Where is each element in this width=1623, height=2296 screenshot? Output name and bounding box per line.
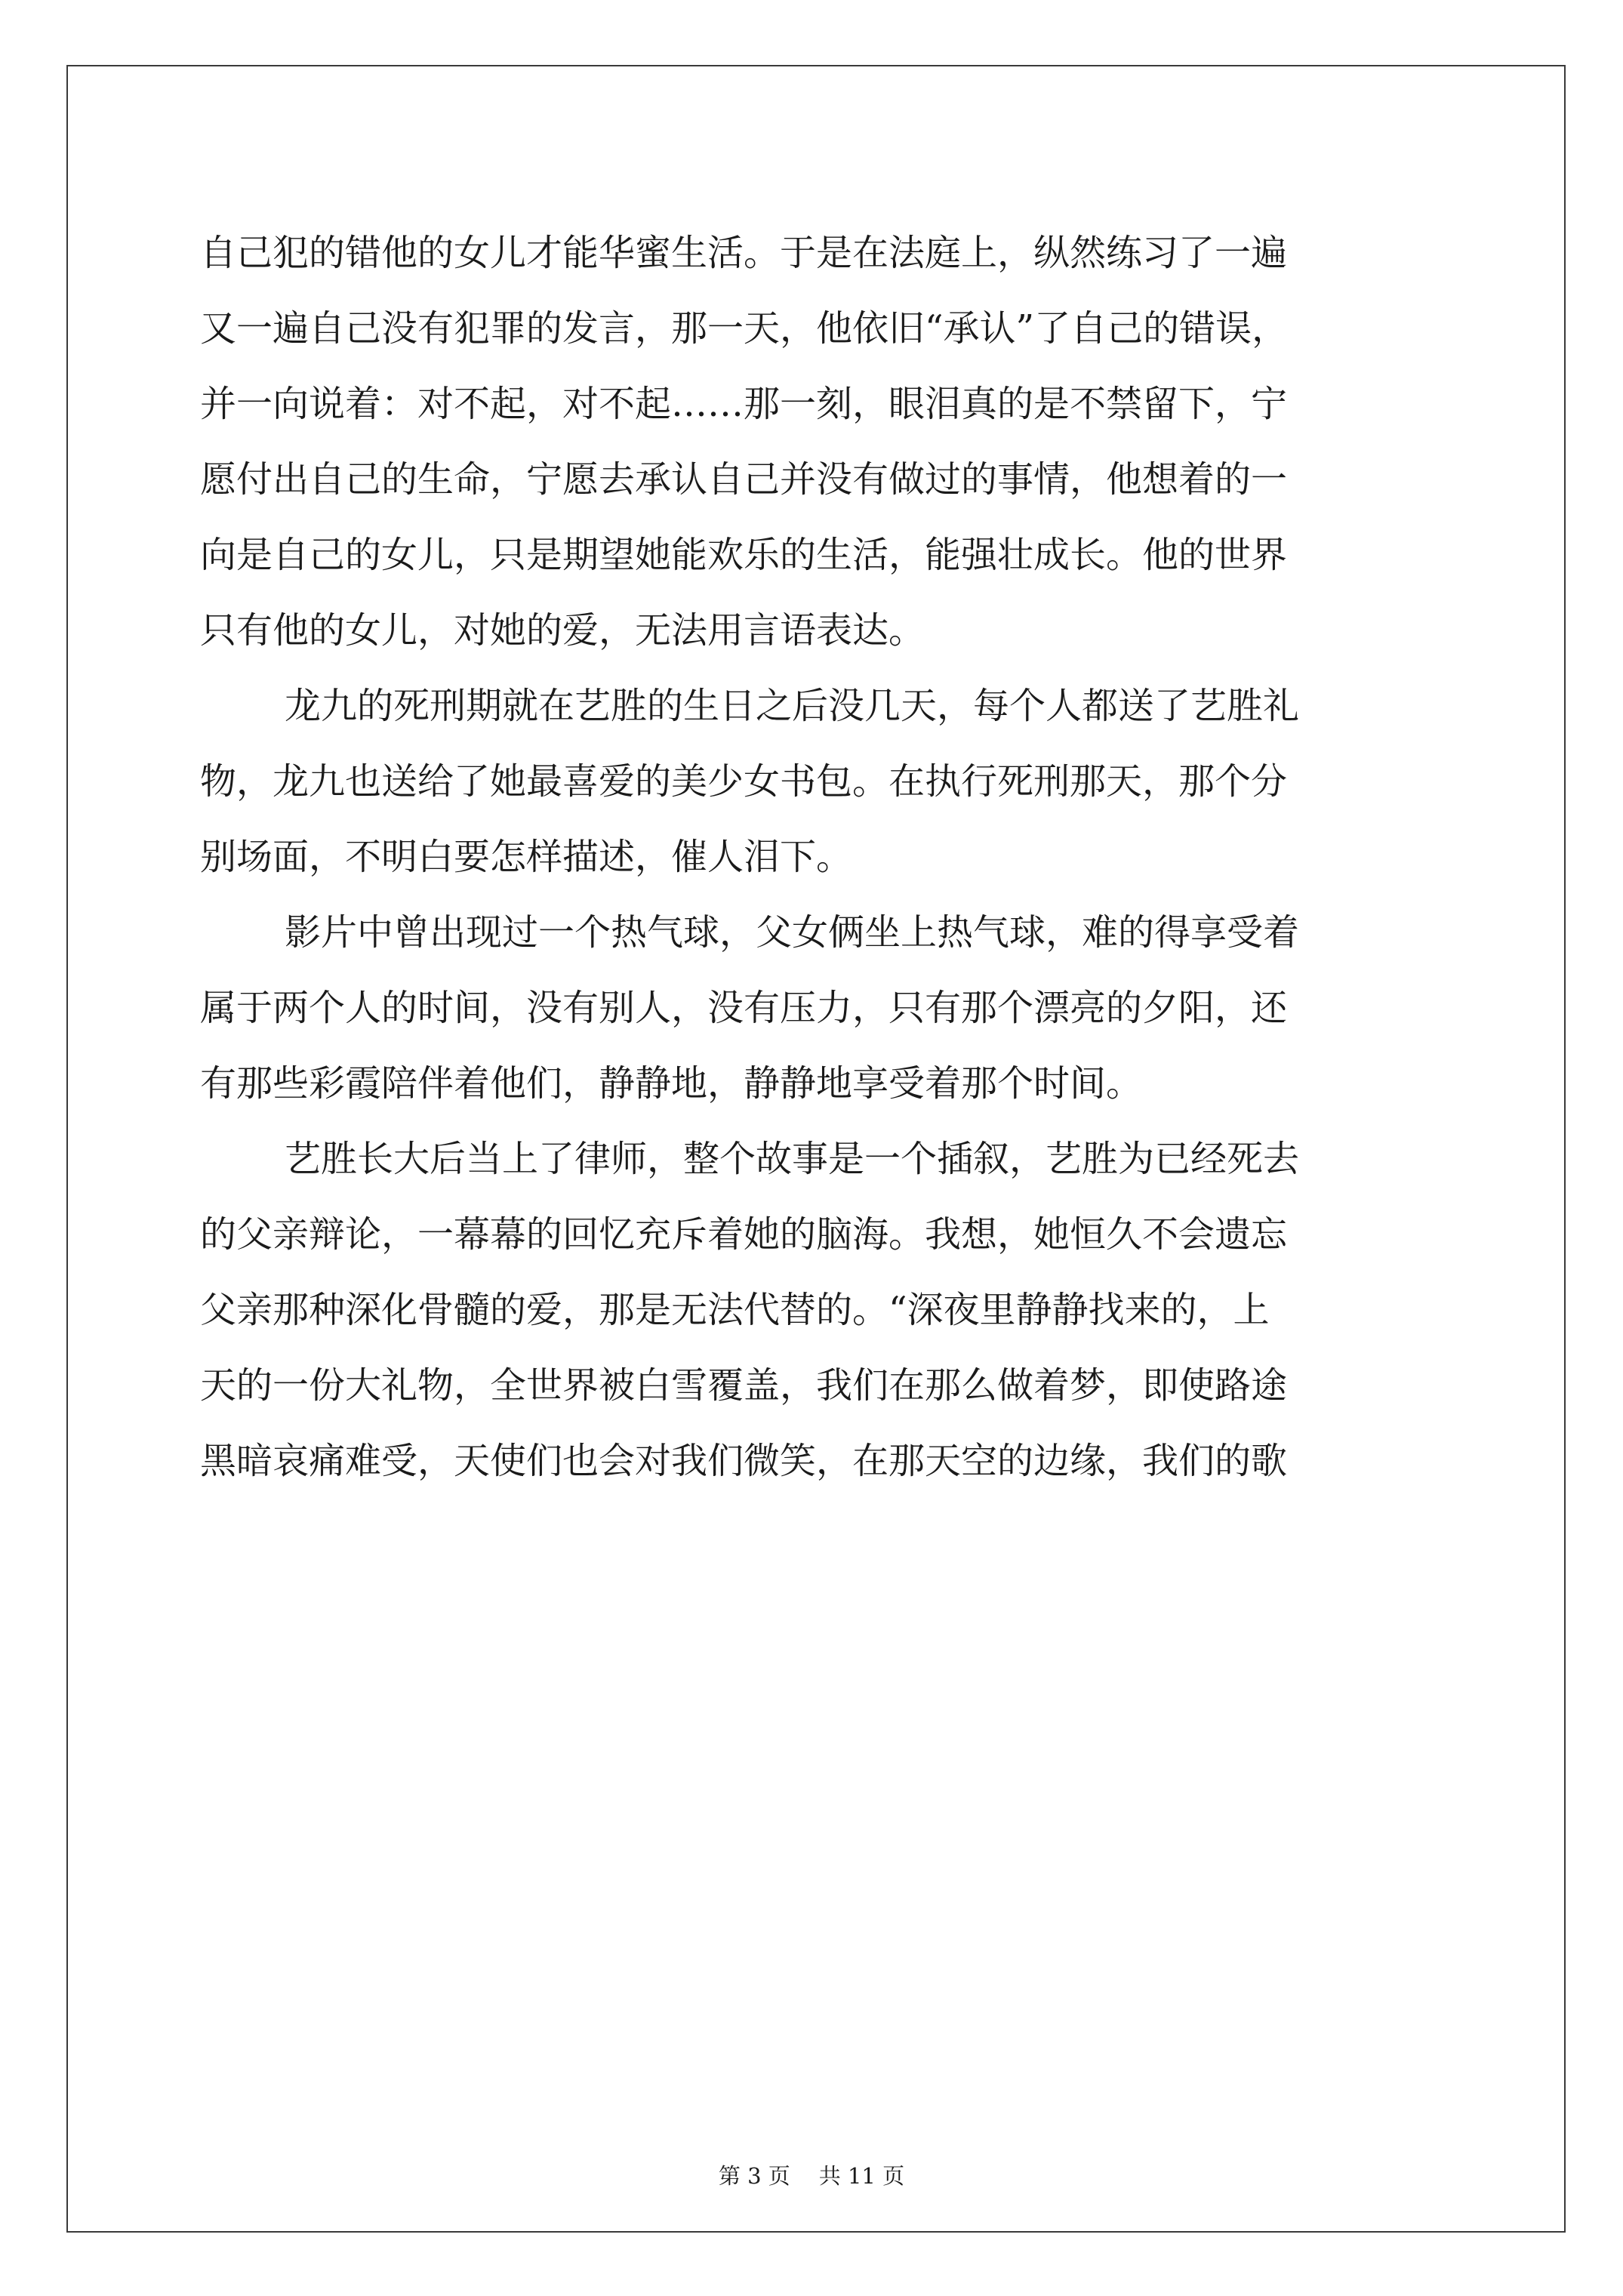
text-line: 只有他的女儿，对她的爱，无法用言语表达。 — [200, 609, 925, 652]
text-line: 的父亲辩论，一幕幕的回忆充斥着她的脑海。我想，她恒久不会遗忘 — [200, 1213, 1288, 1256]
text-line: 并一向说着：对不起，对不起……那一刻，眼泪真的是不禁留下，宁 — [200, 383, 1288, 425]
text-line: 愿付出自己的生命，宁愿去承认自己并没有做过的事情，他想着的一 — [200, 458, 1288, 501]
page-number: 第 3 页 — [718, 2163, 790, 2189]
text-line: 有那些彩霞陪伴着他们，静静地，静静地享受着那个时间。 — [200, 1062, 1143, 1105]
text-line: 影片中曾出现过一个热气球，父女俩坐上热气球，难的得享受着 — [285, 911, 1300, 954]
text-line: 自己犯的错他的女儿才能华蜜生活。于是在法庭上，纵然练习了一遍 — [200, 232, 1288, 274]
text-line: 龙九的死刑期就在艺胜的生日之后没几天，每个人都送了艺胜礼 — [285, 685, 1300, 727]
document-body — [200, 215, 1438, 1499]
text-line: 又一遍自己没有犯罪的发言，那一天，他依旧“承认”了自己的错误， — [200, 307, 1289, 350]
text-line: 别场面，不明白要怎样描述，催人泪下。 — [200, 836, 853, 878]
paragraph-1 — [200, 215, 1438, 668]
paragraph-4 — [200, 1121, 1438, 1499]
text-line: 物，龙九也送给了她最喜爱的美少女书包。在执行死刑那天，那个分 — [200, 760, 1288, 803]
text-line: 父亲那种深化骨髓的爱，那是无法代替的。“深夜里静静找来的，上 — [200, 1289, 1270, 1331]
text-line: 向是自己的女儿，只是期望她能欢乐的生活，能强壮成长。他的世界 — [200, 534, 1288, 576]
text-line: 艺胜长大后当上了律师，整个故事是一个插叙，艺胜为已经死去 — [285, 1138, 1300, 1180]
page-footer — [0, 2161, 1623, 2191]
page-total: 共 11 页 — [818, 2163, 905, 2189]
paragraph-2 — [200, 668, 1438, 895]
text-line: 属于两个人的时间，没有别人，没有压力，只有那个漂亮的夕阳，还 — [200, 987, 1288, 1029]
text-line: 天的一份大礼物，全世界被白雪覆盖，我们在那么做着梦，即使路途 — [200, 1364, 1288, 1407]
paragraph-3 — [200, 895, 1438, 1121]
text-line: 黑暗哀痛难受，天使们也会对我们微笑，在那天空的边缘，我们的歌 — [200, 1440, 1288, 1482]
